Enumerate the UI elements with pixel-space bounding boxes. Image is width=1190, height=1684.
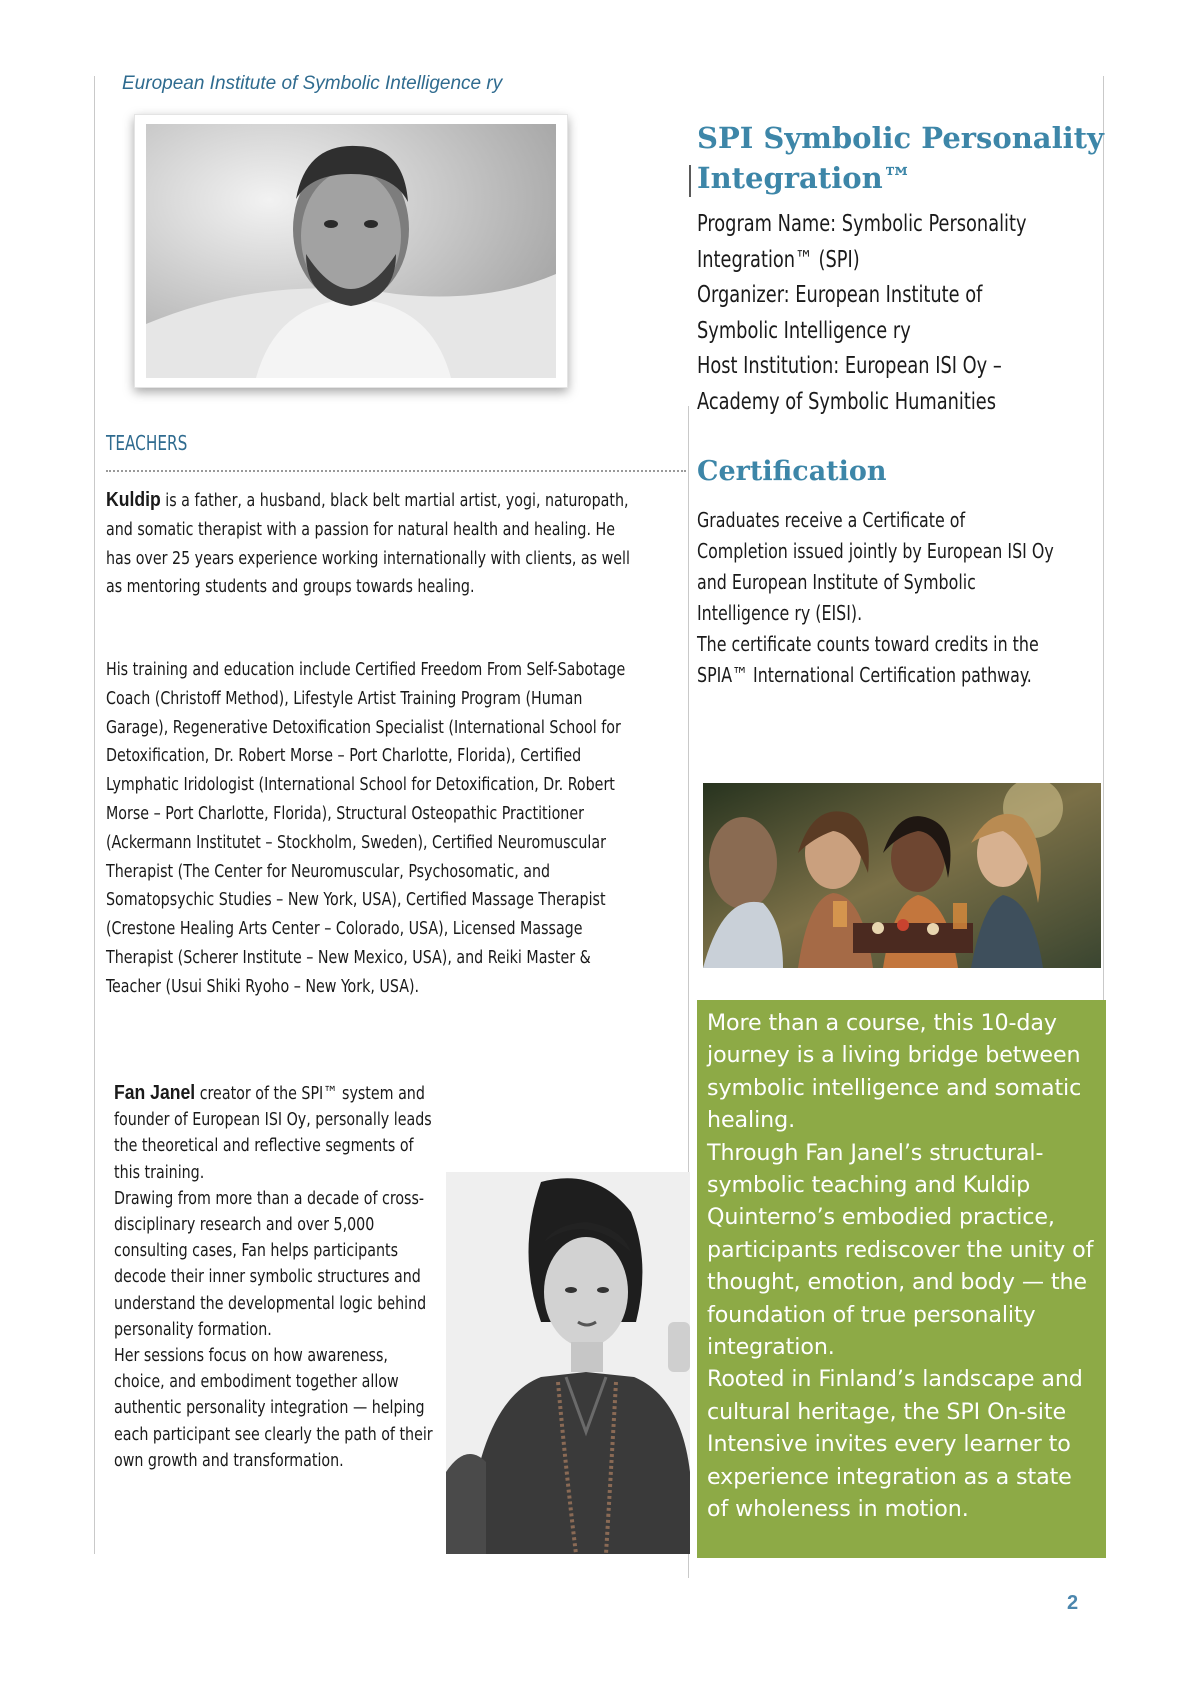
program-detail-line: Integration™ (SPI): [697, 246, 860, 273]
fan-photo: [446, 1172, 690, 1554]
fan-bio: [114, 1080, 440, 1474]
kuldip-photo: [134, 114, 568, 388]
certification-heading: Certification: [697, 456, 887, 487]
kuldip-training: His training and education include Certified Freedom From Self-Sabotage Coach (Christoff Method), Lifestyle Artist Training Program (Human Garage), Regenerative Detoxification Specialist (International School for Detoxification, Dr. Robert Morse – Port Charlotte, Florida), Certified Lymphatic Iridologist (International School for Detoxification, Dr. Robert Morse – Port Charlotte, Florida), Structural Osteopathic Practitioner (Ackermann Institutet – Stockholm, Sweden), Certified Neuromuscular Therapist (The Center for Neuromuscular, Psychosomatic, and Somatopsychic Studies – New York, USA), Certified Massage Therapist (Crestone Healing Arts Center – Colorado, USA), Licensed Massage Therapist (Scherer Institute – New Mexico, USA), and Reiki Master & Teacher (Usui Shiki Ryoho – New York, USA).: [106, 659, 626, 997]
highlight-text: [707, 1007, 1099, 1526]
highlight-para-1: More than a course, this 10-day journey is a living bridge between symbolic intelligence and somatic healing.: [707, 1010, 1082, 1134]
title-accent-bar: [689, 165, 691, 197]
program-title-line-1: SPI Symbolic Personality: [697, 121, 1104, 155]
fan-bio-sessions: Her sessions focus on how awareness, choice, and embodiment together allow authentic personality integration — helping each participant see clearly the path of their own growth and transformation.: [114, 1345, 433, 1471]
fan-name: Fan Janel: [114, 1082, 196, 1104]
fan-bio-intro: creator of the SPI™ system and founder of European ISI Oy, personally leads the theoretical and reflective segments of this training.: [114, 1083, 432, 1183]
kuldip-portrait-image: [146, 124, 556, 378]
fan-bio-research: Drawing from more than a decade of cross-disciplinary research and over 5,000 consulting cases, Fan helps participants decode their inner symbolic structures and understand the developmental logic behind personality formation.: [114, 1187, 427, 1340]
program-detail-line: Organizer: European Institute of: [697, 282, 983, 309]
institute-header: European Institute of Symbolic Intelligence ry: [122, 73, 503, 94]
group-photo-image: [703, 783, 1101, 968]
program-title: [697, 118, 1127, 198]
kuldip-bio-intro: [106, 486, 645, 602]
group-photo: [703, 783, 1101, 968]
dotted-divider: [106, 470, 686, 472]
fan-portrait-image: [446, 1172, 690, 1554]
program-detail-line: Academy of Symbolic Humanities: [697, 388, 997, 415]
certification-completion: Graduates receive a Certificate of Completion issued jointly by European ISI Oy and European Institute of Symbolic Intelligence ry (EISI).: [697, 508, 1054, 625]
page-number: 2: [1067, 1592, 1079, 1614]
program-details: [697, 207, 1027, 421]
program-detail-line: Symbolic Intelligence ry: [697, 317, 911, 344]
kuldip-name: Kuldip: [106, 489, 161, 511]
teachers-section-label: TEACHERS: [106, 431, 188, 455]
kuldip-bio-text: is a father, a husband, black belt martial artist, yogi, naturopath, and somatic therapist with a passion for natural health and healing. He has over 25 years experience working internationally with clients, as well as mentoring students and groups towards healing.: [106, 490, 630, 598]
highlight-box: [697, 1000, 1106, 1558]
right-margin-rule: [1103, 76, 1104, 1000]
program-detail-line: Program Name: Symbolic Personality: [697, 211, 1027, 237]
certification-credits: The certificate counts toward credits in the SPIA™ International Certification pathway.: [697, 632, 1039, 687]
left-margin-rule: [94, 76, 95, 1554]
program-detail-line: Host Institution: European ISI Oy –: [697, 353, 1002, 380]
program-title-line-2: Integration™: [697, 161, 912, 195]
highlight-para-3: Rooted in Finland’s landscape and cultural heritage, the SPI On-site Intensive invites every learner to experience integration as a state of wholeness in motion.: [707, 1366, 1083, 1523]
certification-text: [697, 505, 1054, 691]
highlight-para-2: Through Fan Janel’s structural-symbolic teaching and Kuldip Quinterno’s embodied practice, participants rediscover the unity of thought, emotion, and body — the foundation of true personality integration.: [707, 1139, 1094, 1361]
